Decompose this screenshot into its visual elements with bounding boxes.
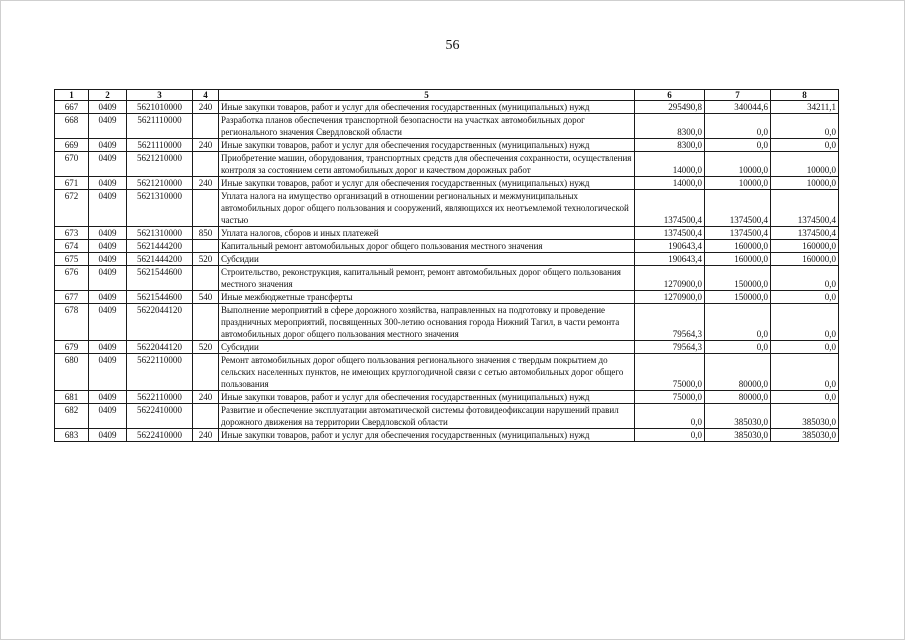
table-row <box>55 177 839 190</box>
section-code: 0409 <box>89 391 127 404</box>
target-article-code: 5621444200 <box>127 240 193 253</box>
amount-col-6: 190643,4 <box>635 253 705 266</box>
table-row <box>55 190 839 227</box>
expense-name: Развитие и обеспечение эксплуатации автоматической системы фотовидеофиксации нарушений правил дорожного движения на территории Свердловской области <box>219 404 635 429</box>
target-article-code: 5621544600 <box>127 291 193 304</box>
expense-name: Иные закупки товаров, работ и услуг для обеспечения государственных (муниципальных) нужд <box>219 391 635 404</box>
expense-name: Капитальный ремонт автомобильных дорог общего пользования местного значения <box>219 240 635 253</box>
table-row <box>55 291 839 304</box>
amount-col-8: 10000,0 <box>771 152 839 177</box>
expense-name: Разработка планов обеспечения транспортной безопасности на участках автомобильных дорог регионального значения Свердловской области <box>219 114 635 139</box>
expense-type-code <box>193 266 219 291</box>
row-number: 671 <box>55 177 89 190</box>
amount-col-6: 1374500,4 <box>635 190 705 227</box>
table-row <box>55 139 839 152</box>
expense-name: Ремонт автомобильных дорог общего пользования регионального значения с твердым покрытием до сельских населенных пунктов, не имеющих круглогодичной связи с сетью автомобильных дорог общего пользования <box>219 354 635 391</box>
expense-type-code <box>193 152 219 177</box>
section-code: 0409 <box>89 227 127 240</box>
row-number: 673 <box>55 227 89 240</box>
section-code: 0409 <box>89 139 127 152</box>
expense-type-code: 240 <box>193 177 219 190</box>
target-article-code: 5621010000 <box>127 101 193 114</box>
amount-col-7: 0,0 <box>705 341 771 354</box>
target-article-code: 5621110000 <box>127 139 193 152</box>
table-row <box>55 152 839 177</box>
amount-col-7: 10000,0 <box>705 177 771 190</box>
table-row <box>55 304 839 341</box>
expense-type-code <box>193 190 219 227</box>
row-number: 675 <box>55 253 89 266</box>
budget-table <box>54 89 839 442</box>
section-code: 0409 <box>89 240 127 253</box>
amount-col-8: 0,0 <box>771 354 839 391</box>
expense-type-code: 520 <box>193 341 219 354</box>
section-code: 0409 <box>89 291 127 304</box>
expense-type-code: 240 <box>193 429 219 442</box>
target-article-code: 5622044120 <box>127 341 193 354</box>
row-number: 667 <box>55 101 89 114</box>
amount-col-7: 1374500,4 <box>705 190 771 227</box>
amount-col-8: 385030,0 <box>771 429 839 442</box>
amount-col-8: 0,0 <box>771 291 839 304</box>
table-row <box>55 101 839 114</box>
amount-col-7: 160000,0 <box>705 253 771 266</box>
column-header: 8 <box>771 90 839 101</box>
table-row <box>55 354 839 391</box>
row-number: 668 <box>55 114 89 139</box>
row-number: 677 <box>55 291 89 304</box>
expense-type-code: 240 <box>193 391 219 404</box>
section-code: 0409 <box>89 304 127 341</box>
target-article-code: 5621544600 <box>127 266 193 291</box>
amount-col-7: 150000,0 <box>705 266 771 291</box>
amount-col-8: 0,0 <box>771 391 839 404</box>
row-number: 678 <box>55 304 89 341</box>
expense-type-code <box>193 114 219 139</box>
table-row <box>55 341 839 354</box>
column-header: 7 <box>705 90 771 101</box>
amount-col-6: 79564,3 <box>635 341 705 354</box>
expense-name: Выполнение мероприятий в сфере дорожного хозяйства, направленных на подготовку и проведение праздничных мероприятий, посвященных 300-летию основания города Нижний Тагил, в части ремонта автомобильных дорог общего пользования местного значения <box>219 304 635 341</box>
expense-name: Уплата налогов, сборов и иных платежей <box>219 227 635 240</box>
amount-col-7: 0,0 <box>705 139 771 152</box>
amount-col-7: 160000,0 <box>705 240 771 253</box>
target-article-code: 5622410000 <box>127 404 193 429</box>
table-row <box>55 227 839 240</box>
section-code: 0409 <box>89 354 127 391</box>
amount-col-8: 0,0 <box>771 304 839 341</box>
table-row <box>55 253 839 266</box>
section-code: 0409 <box>89 152 127 177</box>
amount-col-7: 10000,0 <box>705 152 771 177</box>
row-number: 679 <box>55 341 89 354</box>
expense-type-code <box>193 404 219 429</box>
expense-type-code <box>193 240 219 253</box>
table-row <box>55 391 839 404</box>
row-number: 683 <box>55 429 89 442</box>
amount-col-8: 0,0 <box>771 341 839 354</box>
amount-col-6: 14000,0 <box>635 177 705 190</box>
target-article-code: 5621210000 <box>127 152 193 177</box>
section-code: 0409 <box>89 114 127 139</box>
amount-col-6: 8300,0 <box>635 139 705 152</box>
amount-col-8: 0,0 <box>771 266 839 291</box>
row-number: 674 <box>55 240 89 253</box>
table-row <box>55 429 839 442</box>
section-code: 0409 <box>89 429 127 442</box>
column-header: 2 <box>89 90 127 101</box>
expense-name: Иные закупки товаров, работ и услуг для обеспечения государственных (муниципальных) нужд <box>219 139 635 152</box>
column-header: 6 <box>635 90 705 101</box>
section-code: 0409 <box>89 177 127 190</box>
expense-name: Иные закупки товаров, работ и услуг для обеспечения государственных (муниципальных) нужд <box>219 177 635 190</box>
expense-type-code <box>193 304 219 341</box>
amount-col-6: 8300,0 <box>635 114 705 139</box>
amount-col-7: 80000,0 <box>705 354 771 391</box>
section-code: 0409 <box>89 266 127 291</box>
row-number: 682 <box>55 404 89 429</box>
target-article-code: 5622044120 <box>127 304 193 341</box>
section-code: 0409 <box>89 101 127 114</box>
amount-col-6: 0,0 <box>635 429 705 442</box>
amount-col-6: 75000,0 <box>635 354 705 391</box>
expense-name: Субсидии <box>219 341 635 354</box>
amount-col-8: 0,0 <box>771 114 839 139</box>
amount-col-6: 75000,0 <box>635 391 705 404</box>
amount-col-7: 385030,0 <box>705 429 771 442</box>
expense-name: Приобретение машин, оборудования, транспортных средств для обеспечения сохранности, осуществления контроля за состоянием сети автомобильных дорог и качеством дорожных работ <box>219 152 635 177</box>
amount-col-7: 0,0 <box>705 304 771 341</box>
row-number: 680 <box>55 354 89 391</box>
section-code: 0409 <box>89 190 127 227</box>
target-article-code: 5622110000 <box>127 354 193 391</box>
amount-col-8: 160000,0 <box>771 253 839 266</box>
expense-type-code: 240 <box>193 139 219 152</box>
row-number: 676 <box>55 266 89 291</box>
amount-col-8: 1374500,4 <box>771 227 839 240</box>
expense-type-code: 850 <box>193 227 219 240</box>
row-number: 681 <box>55 391 89 404</box>
table-row <box>55 266 839 291</box>
page-number: 56 <box>445 38 460 53</box>
expense-type-code: 520 <box>193 253 219 266</box>
expense-name: Строительство, реконструкция, капитальный ремонт, ремонт автомобильных дорог общего пользования местного значения <box>219 266 635 291</box>
amount-col-7: 340044,6 <box>705 101 771 114</box>
target-article-code: 5621310000 <box>127 190 193 227</box>
amount-col-8: 34211,1 <box>771 101 839 114</box>
column-header: 1 <box>55 90 89 101</box>
expense-name: Иные закупки товаров, работ и услуг для обеспечения государственных (муниципальных) нужд <box>219 101 635 114</box>
amount-col-6: 1374500,4 <box>635 227 705 240</box>
column-header: 5 <box>219 90 635 101</box>
column-header: 4 <box>193 90 219 101</box>
target-article-code: 5621210000 <box>127 177 193 190</box>
amount-col-7: 0,0 <box>705 114 771 139</box>
row-number: 669 <box>55 139 89 152</box>
amount-col-7: 385030,0 <box>705 404 771 429</box>
amount-col-8: 10000,0 <box>771 177 839 190</box>
expense-type-code <box>193 354 219 391</box>
amount-col-8: 160000,0 <box>771 240 839 253</box>
expense-name: Иные закупки товаров, работ и услуг для обеспечения государственных (муниципальных) нужд <box>219 429 635 442</box>
row-number: 670 <box>55 152 89 177</box>
amount-col-6: 1270900,0 <box>635 291 705 304</box>
column-header: 3 <box>127 90 193 101</box>
amount-col-7: 150000,0 <box>705 291 771 304</box>
expense-name: Уплата налога на имущество организаций в отношении региональных и межмуниципальных автомобильных дорог общего пользования и сооружений, являющихся их неотъемлемой технологической частью <box>219 190 635 227</box>
section-code: 0409 <box>89 404 127 429</box>
target-article-code: 5621444200 <box>127 253 193 266</box>
expense-name: Субсидии <box>219 253 635 266</box>
target-article-code: 5621310000 <box>127 227 193 240</box>
amount-col-8: 1374500,4 <box>771 190 839 227</box>
target-article-code: 5622110000 <box>127 391 193 404</box>
table-row <box>55 404 839 429</box>
amount-col-6: 79564,3 <box>635 304 705 341</box>
expense-type-code: 240 <box>193 101 219 114</box>
amount-col-6: 14000,0 <box>635 152 705 177</box>
amount-col-6: 190643,4 <box>635 240 705 253</box>
header-row <box>55 90 839 101</box>
expense-name: Иные межбюджетные трансферты <box>219 291 635 304</box>
amount-col-8: 385030,0 <box>771 404 839 429</box>
section-code: 0409 <box>89 341 127 354</box>
amount-col-6: 295490,8 <box>635 101 705 114</box>
amount-col-7: 1374500,4 <box>705 227 771 240</box>
target-article-code: 5621110000 <box>127 114 193 139</box>
section-code: 0409 <box>89 253 127 266</box>
table-row <box>55 240 839 253</box>
amount-col-6: 1270900,0 <box>635 266 705 291</box>
table-row <box>55 114 839 139</box>
amount-col-6: 0,0 <box>635 404 705 429</box>
amount-col-8: 0,0 <box>771 139 839 152</box>
expense-type-code: 540 <box>193 291 219 304</box>
target-article-code: 5622410000 <box>127 429 193 442</box>
amount-col-7: 80000,0 <box>705 391 771 404</box>
row-number: 672 <box>55 190 89 227</box>
